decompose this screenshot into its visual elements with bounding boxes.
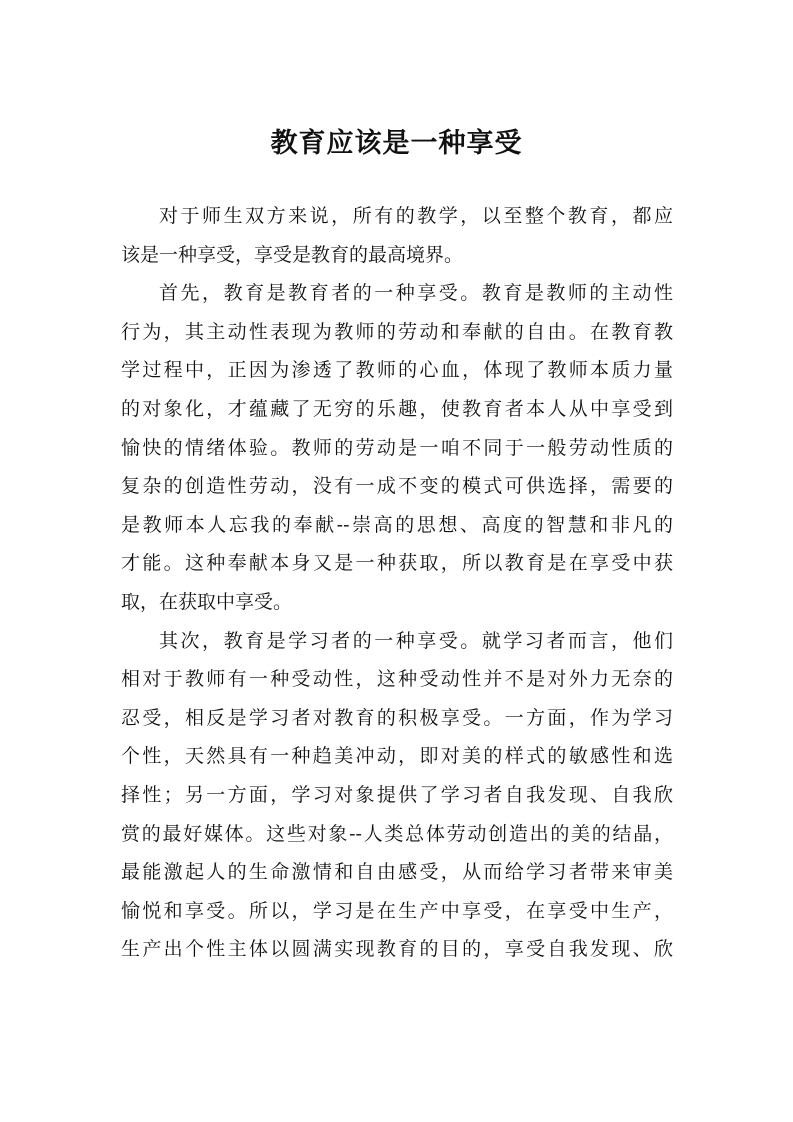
text-line: 忍受，相反是学习者对教育的积极享受。一方面，作为学习 [121, 706, 673, 729]
text-line: 其次，教育是学习者的一种享受。就学习者而言，他们 [159, 629, 673, 652]
text-line: 该是一种享受，享受是教育的最高境界。 [121, 243, 464, 266]
text-line: 首先，教育是教育者的一种享受。教育是教师的主动性 [159, 282, 673, 305]
text-line: 最能激起人的生命激情和自由感受，从而给学习者带来审美 [121, 861, 673, 884]
document-title: 教育应该是一种享受 [270, 128, 523, 159]
text-line: 生产出个性主体以圆满实现教育的目的，享受自我发现、欣 [121, 938, 673, 961]
text-line: 相对于教师有一种受动性，这种受动性并不是对外力无奈的 [121, 668, 673, 691]
text-line: 取，在获取中享受。 [121, 590, 293, 613]
text-line: 赏的最好媒体。这些对象--人类总体劳动创造出的美的结晶， [121, 822, 673, 845]
paragraph-1 [121, 197, 673, 274]
text-line: 学过程中，正因为渗透了教师的心血，体现了教师本质力量 [121, 359, 673, 382]
text-line: 是教师本人忘我的奉献--崇高的思想、高度的智慧和非凡的 [121, 513, 673, 536]
text-line: 复杂的创造性劳动，没有一成不变的模式可供选择，需要的 [121, 475, 673, 498]
paragraph-3 [121, 622, 673, 969]
paragraph-2 [121, 274, 673, 621]
text-line: 个性，天然具有一种趋美冲动，即对美的样式的敏感性和选 [121, 745, 673, 768]
text-line: 对于师生双方来说，所有的教学，以至整个教育，都应 [159, 205, 673, 227]
document-body [121, 197, 673, 969]
text-line: 的对象化，才蕴藏了无穷的乐趣，使教育者本人从中享受到 [121, 397, 673, 420]
text-line: 愉快的情绪体验。教师的劳动是一咱不同于一般劳动性质的 [121, 436, 673, 459]
text-line: 才能。这种奉献本身又是一种获取，所以教育是在享受中获 [121, 552, 673, 575]
text-line: 愉悦和享受。所以，学习是在生产中享受，在享受中生产， [121, 899, 673, 922]
text-line: 行为，其主动性表现为教师的劳动和奉献的自由。在教育教 [121, 320, 673, 343]
text-line: 择性；另一方面，学习对象提供了学习者自我发现、自我欣 [121, 783, 673, 806]
